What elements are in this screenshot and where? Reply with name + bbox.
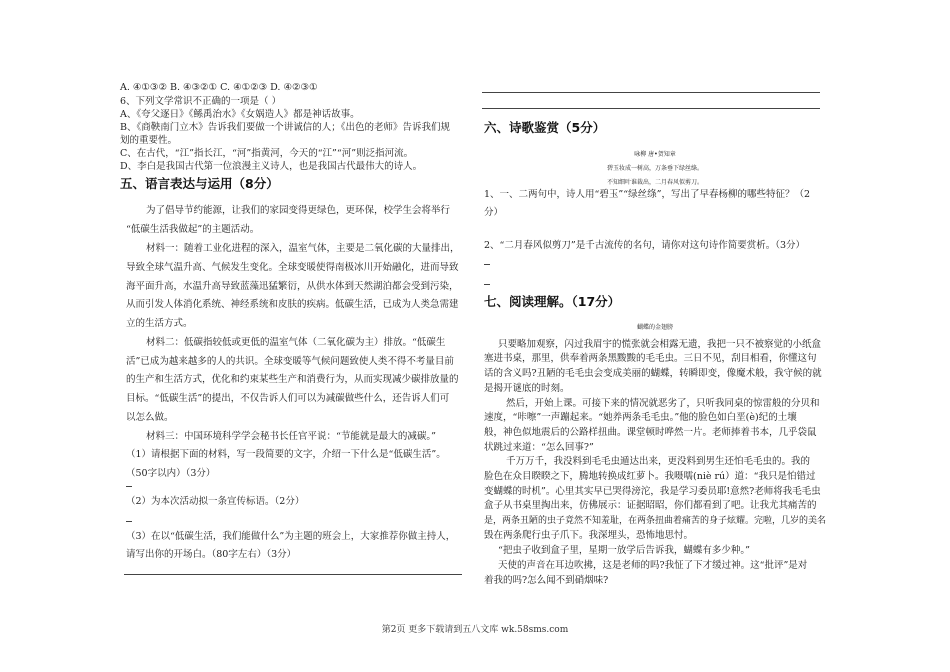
section7-title: 七、阅读理解。（17分） [484,294,621,309]
intro-line2: “低碳生活我做起”的主题活动。 [126,224,260,235]
q6-option-b-line1: B、《商鞅南门立木》告诉我们要做一个讲诚信的人；《出色的老师》告诉我们规 [120,122,450,133]
material2-line5: 以怎么做。 [126,412,174,423]
q6-option-a: A、《夸父逐日》《鲧禹治水》《女娲造人》都是神话故事。 [120,109,360,120]
essay-line: 然后，开始上课。可接下来的情况就恶劣了，只听我同桌的惊雷般的分贝和 [506,398,820,409]
material2-line1: 材料二：低碳指较低或更低的温室气体（二氧化碳为主）排放。“低碳生 [146,337,446,348]
essay-line: 脸色在众目睽睽之下，腾地转换成红萝卜。我嗫嚅(niè rú）道：“我只是怕错过 [484,471,816,482]
material3: 材料三：中国环境科学学会秘书长任官平说：“节能就是最大的减碳。” [146,431,436,442]
material1-line4: 从而引发人体消化系统、神经系统和皮肤的疾病。低碳生活，已成为人类急需建 [126,299,459,310]
material1-line1: 材料一：随着工业化进程的深入，温室气体，主要是二氧化碳的大量排出， [146,243,460,254]
essay-line: 是，两条丑陋的虫子竟然不知羞耻，在两条扭曲着痛苦的身子炫耀。完啦，几岁的美名 [484,516,827,526]
poem-question1-line1: 1、一、二两句中，诗人用“碧玉”“绿丝绦”，写出了早春杨柳的哪些特征？（2 [484,189,811,200]
essay-line: 是揭开谜底的时刻。 [484,383,570,394]
q6-option-c: C、在古代，“江”指长江，“河”指黄河，今天的“江”“河”则泛指河流。 [120,148,414,159]
poem-question1-line2: 分） [484,207,504,218]
q6-stem: 6、下列文学常识不正确的一项是（ ） [120,96,282,107]
essay-title: 蝴蝶的金翅膀 [636,324,673,331]
essay-line: 盒子从书桌里掏出来，仿佛展示：证据昭昭，你们都看到了吧。让我尤其痛苦的 [484,500,817,511]
material1-line5: 立的生活方式。 [126,318,193,329]
material2-line4: 目标。“低碳生活”的提出，不仅告诉人们可以为减碳做些什么，还告诉人们可 [126,393,450,404]
answer-blank-1 [126,486,132,487]
essay-line: 速度，“咔嚓”一声蹦起来。“她养两条毛毛虫。”他的脸色如白垩(è)纪的土壤 [484,412,797,423]
section5-title: 五、语言表达与运用（8分） [120,176,279,191]
essay-line: 状跳过来道：“怎么回事?” [484,442,594,453]
answer-blank-3 [484,264,490,265]
page-footer: 第2页 更多下载请到五八文库 wk.58sms.com [381,625,569,635]
essay-line: 话的含义吗?丑陋的毛毛虫会变成美丽的蝴蝶，转瞬即变，像魔术般，我守候的就 [484,368,822,379]
poem-line2: 不知细叶谁裁出，二月春风似剪刀。 [606,179,703,186]
material1-line3: 海平面升高，水温升高导致蓝藻迅猛繁衍，从供水体到天然湖泊都会受到污染， [126,281,459,292]
question3-line1: （3）在以“低碳生活，我们能做什么”为主题的班会上，大家推荐你做主持人， [126,531,456,542]
answer-line-top-1 [482,92,820,93]
material2-line2: 活”已成为越来越多的人的共识。全球变暖等气候问题致使人类不得不考量目前 [126,356,454,367]
q6-option-d: D、李白是我国古代第一位浪漫主义诗人，也是我国古代最伟大的诗人。 [120,161,423,172]
question1-line2: （50字以内）（3分） [126,468,216,479]
poem-question2: 2、“二月春风似剪刀”是千古流传的名句，请你对这句诗作简要赏析。（3分） [484,240,806,251]
answer-line [124,574,462,575]
answer-line-top-2 [482,108,820,109]
essay-line: 着我的吗?怎么闻不到硝烟味? [484,575,609,586]
essay-line: 毁在两条爬行虫子爪下。我深埋头，恐怖地思忖。 [484,530,694,541]
material2-line3: 的生产和生活方式，优化和约束某些生产和消费行为，从而实现减少碳排放量的 [126,374,459,385]
intro-line1: 为了倡导节约能源，让我们的家园变得更绿色，更环保，校学生会将举行 [146,205,451,216]
question3-line2: 请写出你的开场白。（80字左右）（3分） [126,549,297,560]
essay-line: 般，神色似地震后的公路样扭曲。课堂顿时哗然一片。老师捧着书本，几乎袋鼠 [484,427,817,438]
essay-line: 千万万千，我没料到毛毛虫遁达出来，更没料到男生还怕毛毛虫的。我的 [506,456,811,467]
poem-title: 咏柳 唐•贺知章 [634,151,676,158]
q5-options: A. ④①③② B. ④③②① C. ④①②③ D. ④②③① [120,82,318,93]
material1-line2: 导致全球气温升高、气候发生变化。全球变暖使得南极冰川开始融化，进而导致 [126,262,459,273]
answer-blank-4 [484,284,490,285]
question1-line1: （1）请根据下面的材料，写一段简要的文字，介绍一下什么是“低碳生活”。 [126,449,446,460]
essay-line: “把虫子收到盒子里，星期一放学后告诉我，蝴蝶有多少种。” [498,545,750,556]
essay-line: 只要略加观察，闪过我眉宇的慌张就会相露无遗，我把一只不被察觉的小纸盒 [498,339,822,350]
essay-line: 天使的声音在耳边吹拂，这是老师的吗?我怔了下才缓过神。这“批评”是对 [498,560,808,571]
section6-title: 六、诗歌鉴赏（5分） [484,120,606,135]
answer-blank-2 [126,521,132,522]
q6-option-b-line2: 划的重要性。 [120,135,178,146]
poem-line1: 碧玉妆成一树高，万条垂下绿丝绦。 [606,165,703,172]
question2: （2）为本次活动拟一条宣传标语。（2分） [126,496,305,507]
essay-line: 变蝴蝶的时机”。心里其实早已哭得滂沱，我是学习委员耶!意然?老师将我毛毛虫 [484,486,821,497]
essay-line: 塞进书桌，那里，供奉着两条黑黢黢的毛毛虫。三日不见，刮目相看，你懂这句 [484,353,817,364]
